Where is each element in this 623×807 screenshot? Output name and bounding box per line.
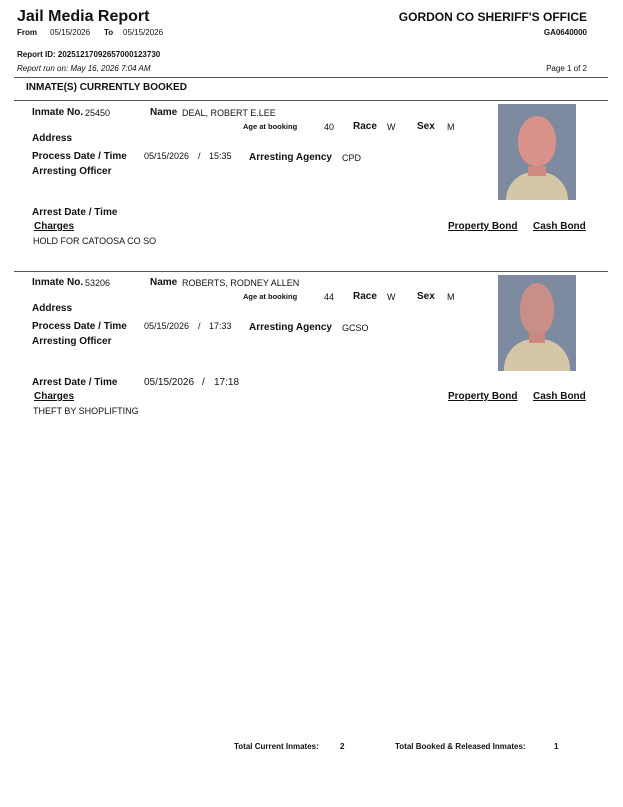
- from-date: 05/15/2026: [50, 28, 91, 37]
- race-label: Race: [353, 121, 377, 132]
- property-bond-label: Property Bond: [448, 391, 518, 402]
- header-divider: [14, 77, 608, 78]
- photo-face: [520, 283, 554, 335]
- arrest-slash: /: [202, 377, 205, 388]
- cash-bond-label: Cash Bond: [533, 221, 586, 232]
- name-label: Name: [150, 277, 178, 288]
- arrest-date: 05/15/2026: [144, 377, 195, 388]
- process-time: 15:35: [209, 151, 232, 161]
- process-label: Process Date / Time: [32, 321, 127, 332]
- charges-label: Charges: [34, 221, 75, 232]
- inmate-name: ROBERTS, RODNEY ALLEN: [182, 278, 300, 288]
- page-number: Page 1 of 2: [546, 64, 587, 73]
- arrest-time: 17:18: [214, 377, 240, 388]
- agency-ori: GA0640000: [543, 28, 587, 37]
- to-label: To: [104, 28, 114, 37]
- process-slash: /: [198, 321, 201, 331]
- photo-neck: [529, 333, 545, 343]
- address-label: Address: [32, 303, 73, 314]
- agency-label: Arresting Agency: [249, 152, 332, 163]
- inmate-no: 25450: [85, 108, 111, 118]
- cash-bond-label: Cash Bond: [533, 391, 586, 402]
- record-divider: [14, 271, 608, 272]
- total-released-label: Total Booked & Released Inmates:: [395, 742, 526, 751]
- arrest-label: Arrest Date / Time: [32, 377, 118, 388]
- inmate-no-label: Inmate No.: [32, 107, 84, 118]
- property-bond-label: Property Bond: [448, 221, 518, 232]
- report-title: Jail Media Report: [17, 8, 150, 25]
- report-id: Report ID: 20251217092657000123730: [17, 50, 161, 59]
- agency-value: CPD: [342, 153, 362, 163]
- agency-value: GCSO: [342, 323, 369, 333]
- age-value: 44: [324, 292, 335, 302]
- process-date: 05/15/2026: [144, 151, 190, 161]
- process-slash: /: [198, 151, 201, 161]
- arrest-label: Arrest Date / Time: [32, 207, 118, 218]
- section-title: INMATE(S) CURRENTLY BOOKED: [26, 82, 187, 93]
- process-date: 05/15/2026: [144, 321, 190, 331]
- inmate-photo: [498, 104, 576, 200]
- age-label: Age at booking: [243, 292, 298, 301]
- photo-neck: [528, 166, 546, 176]
- agency-name: GORDON CO SHERIFF'S OFFICE: [398, 10, 587, 24]
- inmate-no-label: Inmate No.: [32, 277, 84, 288]
- inmate-name: DEAL, ROBERT E.LEE: [182, 108, 276, 118]
- photo-shirt: [504, 339, 570, 371]
- race-label: Race: [353, 291, 377, 302]
- process-label: Process Date / Time: [32, 151, 127, 162]
- name-label: Name: [150, 107, 178, 118]
- section-divider: [14, 100, 608, 101]
- officer-label: Arresting Officer: [32, 336, 112, 347]
- total-released-value: 1: [554, 742, 559, 751]
- from-label: From: [17, 28, 37, 37]
- age-value: 40: [324, 122, 335, 132]
- sex-value: M: [447, 292, 455, 302]
- age-label: Age at booking: [243, 122, 298, 131]
- address-label: Address: [32, 133, 73, 144]
- race-value: W: [387, 122, 396, 132]
- charges-label: Charges: [34, 391, 75, 402]
- photo-face: [518, 116, 556, 166]
- report-run-on: Report run on: May 16, 2026 7:04 AM: [17, 64, 151, 73]
- sex-label: Sex: [417, 121, 435, 132]
- agency-label: Arresting Agency: [249, 322, 332, 333]
- officer-label: Arresting Officer: [32, 166, 112, 177]
- inmate-no: 53206: [85, 278, 111, 288]
- race-value: W: [387, 292, 396, 302]
- sex-label: Sex: [417, 291, 435, 302]
- total-current-label: Total Current Inmates:: [234, 742, 319, 751]
- photo-shirt: [506, 172, 568, 200]
- sex-value: M: [447, 122, 455, 132]
- to-date: 05/15/2026: [123, 28, 164, 37]
- charge-text: THEFT BY SHOPLIFTING: [33, 406, 139, 416]
- inmate-photo: [498, 275, 576, 371]
- total-current-value: 2: [340, 742, 345, 751]
- process-time: 17:33: [209, 321, 232, 331]
- charge-text: HOLD FOR CATOOSA CO SO: [33, 236, 157, 246]
